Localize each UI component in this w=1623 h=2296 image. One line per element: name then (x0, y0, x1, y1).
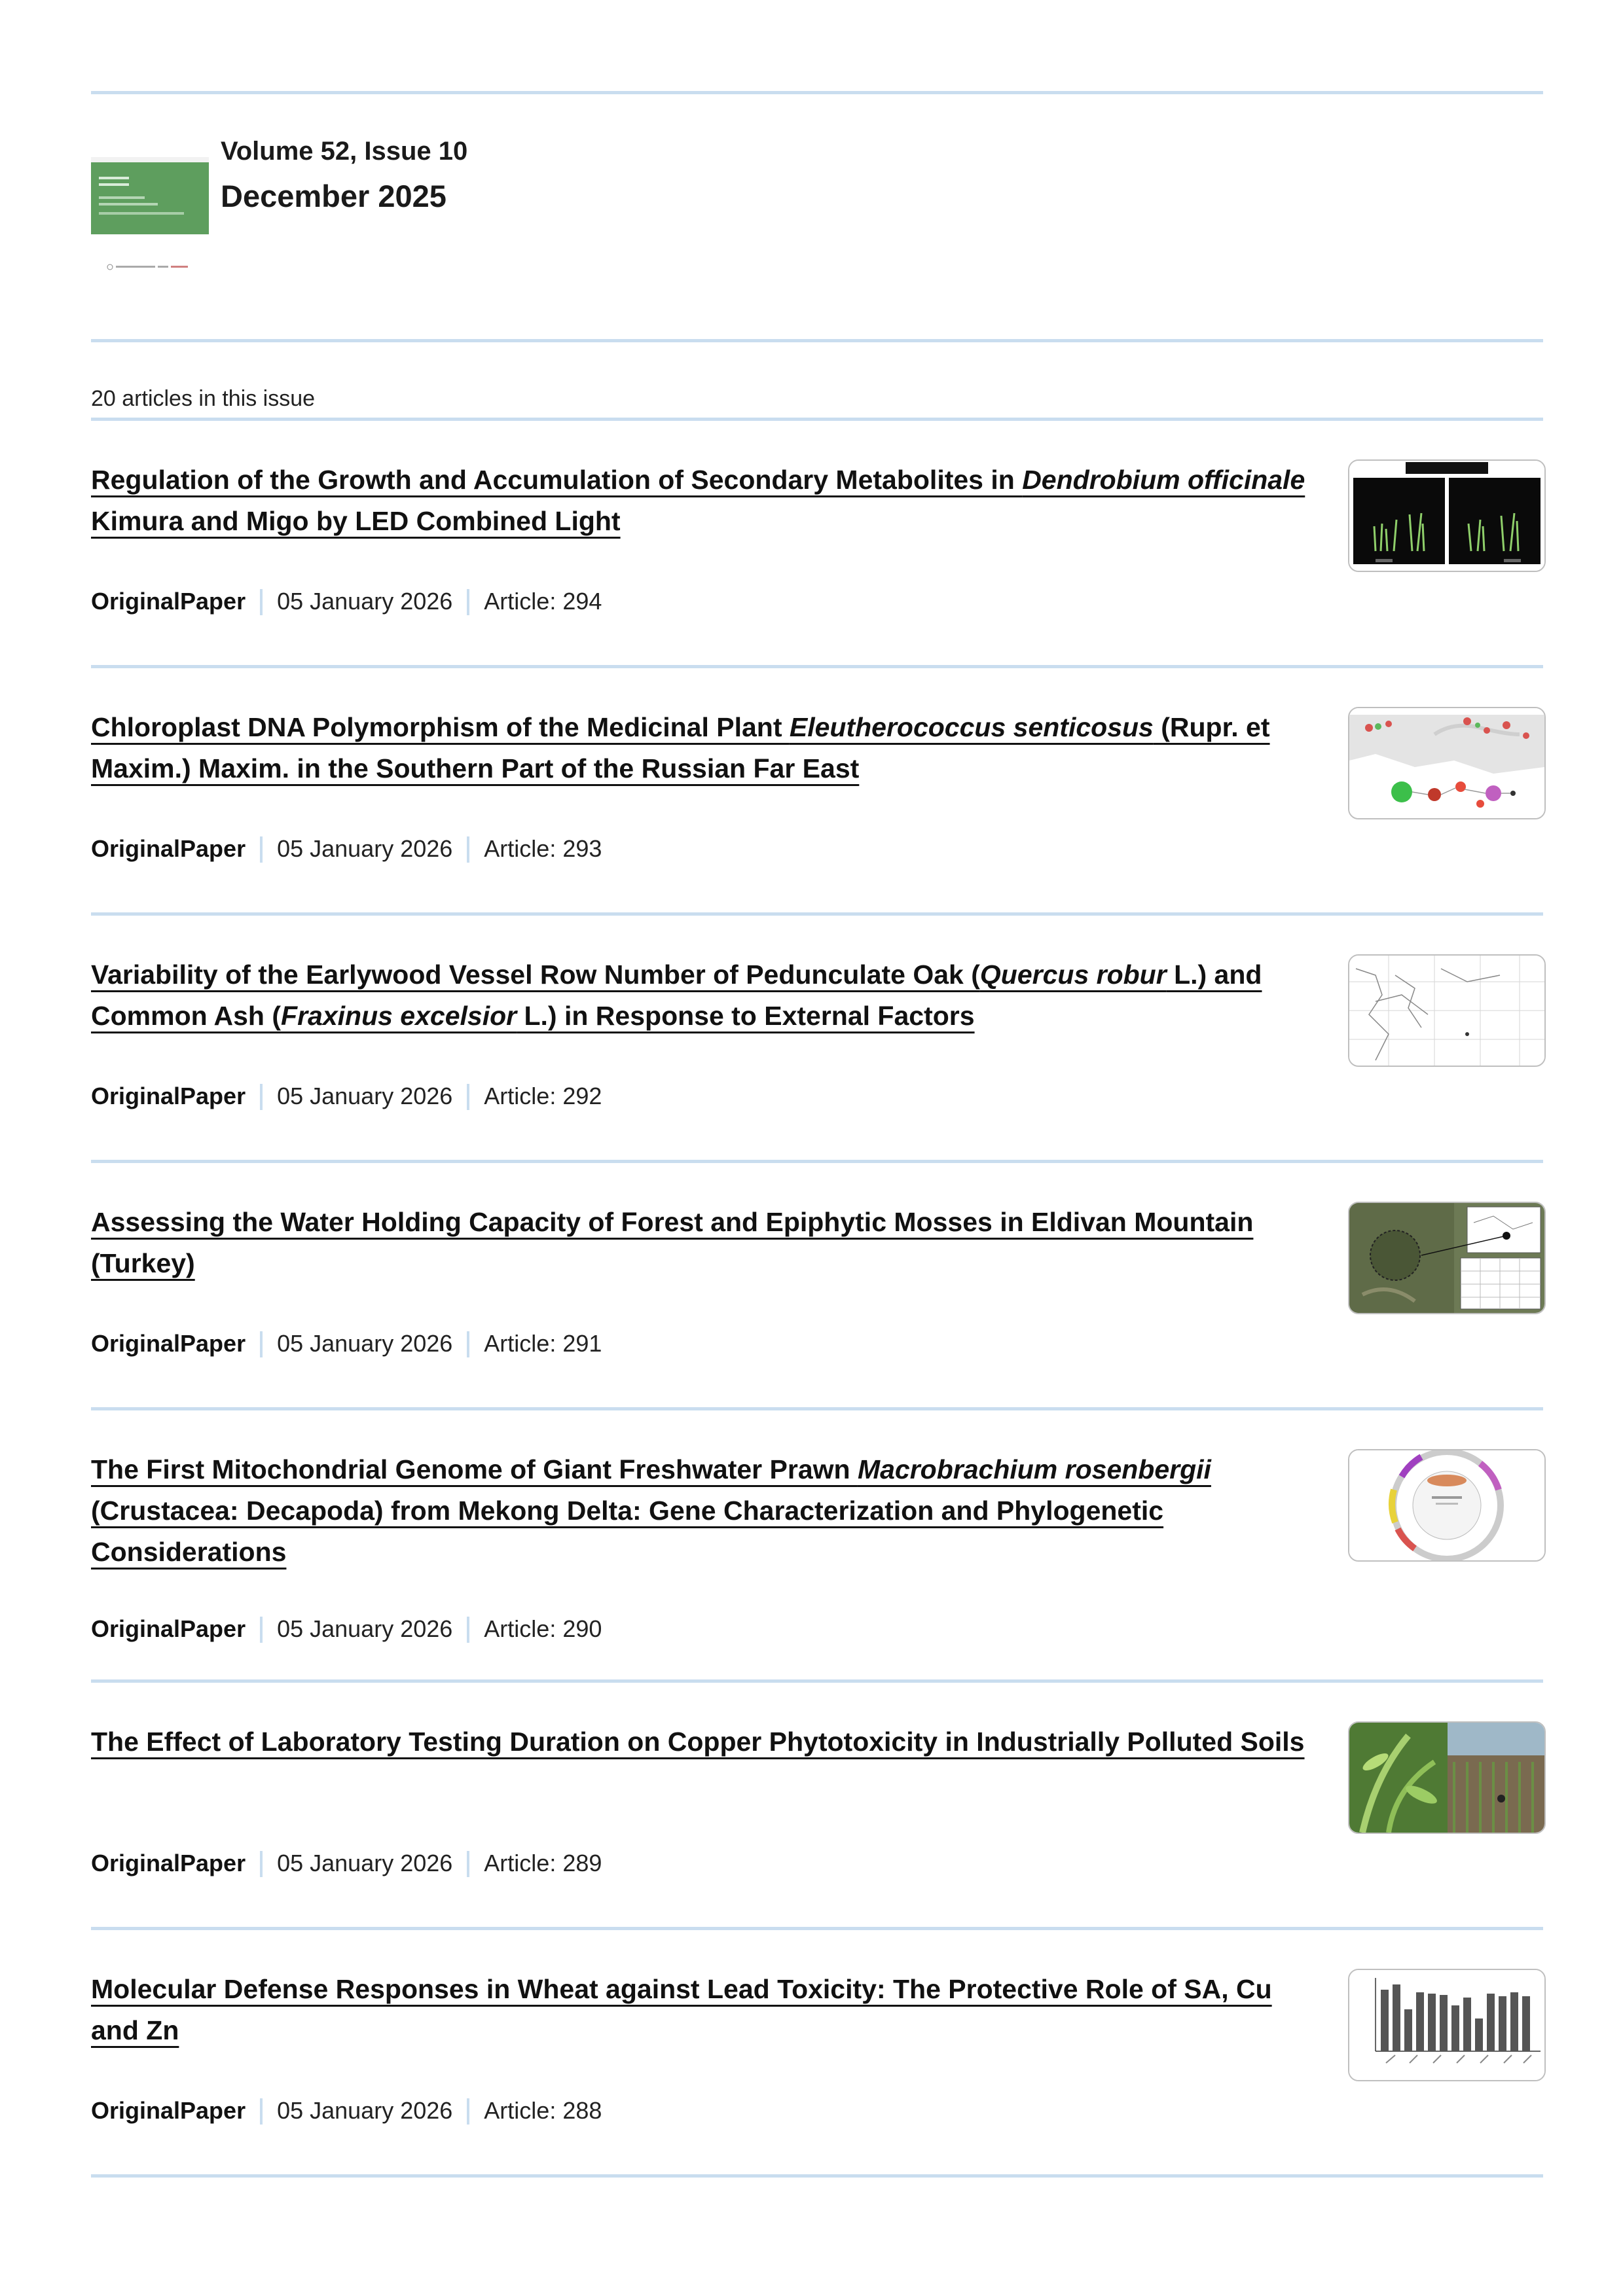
top-divider (91, 91, 1543, 94)
meta-separator (467, 1331, 469, 1357)
cover-decor-line (99, 196, 145, 199)
article-title-part: Variability of the Earlywood Vessel Row Number of Pedunculate Oak ( (91, 960, 980, 990)
article-title (91, 459, 1309, 542)
article-meta (91, 1614, 602, 1644)
article-number: Article: 291 (484, 1330, 602, 1357)
outline-map-icon (1349, 956, 1544, 1066)
meta-separator (260, 2098, 263, 2125)
article-divider (91, 1407, 1543, 1410)
article-count: 20 articles in this issue (91, 386, 316, 411)
article-title-italic-part: Macrobrachium rosenbergii (857, 1454, 1211, 1484)
article-divider (91, 2174, 1543, 2178)
issue-date: December 2025 (221, 179, 447, 213)
meta-separator (467, 1851, 469, 1877)
article-title-italic-part: Eleutherococcus senticosus (789, 712, 1154, 742)
journal-cover-image[interactable] (91, 157, 209, 288)
article-thumbnail[interactable] (1348, 1969, 1546, 2081)
meta-separator (260, 836, 263, 863)
published-date: 05 January 2026 (277, 1083, 453, 1109)
article-meta (91, 1081, 602, 1111)
meta-separator (260, 1084, 263, 1110)
meta-separator (260, 1851, 263, 1877)
published-date: 05 January 2026 (277, 2097, 453, 2124)
cover-decor-line (99, 203, 158, 206)
article-title (91, 1449, 1309, 1573)
header-divider (91, 339, 1543, 342)
article-meta (91, 834, 602, 864)
meta-separator (467, 589, 469, 615)
article-thumbnail[interactable] (1348, 459, 1546, 572)
article-number: Article: 290 (484, 1615, 602, 1642)
meta-separator (260, 589, 263, 615)
list-top-divider (91, 418, 1543, 421)
article-title-link[interactable] (91, 1207, 1253, 1278)
publisher-logo-icon (107, 263, 192, 271)
article-title (91, 954, 1309, 1037)
article-meta (91, 1848, 602, 1878)
article-title (91, 707, 1309, 789)
content-type: OriginalPaper (91, 588, 246, 615)
article-meta (91, 2096, 602, 2126)
cover-decor-line (99, 177, 129, 179)
content-type: OriginalPaper (91, 1083, 246, 1109)
published-date: 05 January 2026 (277, 835, 453, 862)
article-title-part: (Rupr. et Maxim.) Maxim. in the Southern Part of the Russian Far East (91, 712, 1270, 783)
article-number: Article: 289 (484, 1850, 602, 1876)
published-date: 05 January 2026 (277, 1615, 453, 1642)
issue-volume: Volume 52, Issue 10 (221, 137, 468, 166)
article-title-link[interactable] (91, 1974, 1272, 2045)
article-title (91, 1721, 1309, 1763)
published-date: 05 January 2026 (277, 1330, 453, 1357)
article-title-italic-part: Dendrobium officinale (1022, 465, 1305, 495)
article-divider (91, 1679, 1543, 1683)
circular-genome-map-icon (1349, 1450, 1544, 1560)
article-number: Article: 292 (484, 1083, 602, 1109)
published-date: 05 January 2026 (277, 1850, 453, 1876)
article-number: Article: 288 (484, 2097, 602, 2124)
article-title-part: Kimura and Migo by LED Combined Light (91, 506, 621, 536)
article-divider (91, 1160, 1543, 1163)
bar-chart-icon (1349, 1970, 1544, 2080)
article-title-part: Assessing the Water Holding Capacity of Forest and Epiphytic Mosses in Eldivan Mountain (Turkey) (91, 1207, 1254, 1278)
article-title-part: (Crustacea: Decapoda) from Mekong Delta: Gene Characterization and Phylogenetic Considerations (91, 1496, 1164, 1567)
article-title-link[interactable] (91, 712, 1270, 783)
article-title-part: The First Mitochondrial Genome of Giant Freshwater Prawn (91, 1454, 858, 1484)
article-thumbnail[interactable] (1348, 707, 1546, 819)
article-title-link[interactable] (91, 465, 1305, 536)
article-title-part: Chloroplast DNA Polymorphism of the Medicinal Plant (91, 712, 790, 742)
cover-green-panel (91, 162, 209, 234)
article-title-italic-part: Quercus robur (979, 960, 1167, 990)
published-date: 05 January 2026 (277, 588, 453, 615)
article-title-link[interactable] (91, 1727, 1305, 1757)
satellite-map-icon (1349, 1203, 1544, 1313)
article-title-part: L.) and Common Ash ( (91, 960, 1262, 1031)
cover-decor-line (99, 212, 184, 215)
content-type: OriginalPaper (91, 835, 246, 862)
content-type: OriginalPaper (91, 1850, 246, 1876)
article-meta (91, 1329, 602, 1359)
article-title-link[interactable] (91, 1454, 1211, 1567)
plant-field-photo-icon (1349, 1723, 1544, 1833)
meta-separator (467, 1084, 469, 1110)
content-type: OriginalPaper (91, 2097, 246, 2124)
meta-separator (467, 2098, 469, 2125)
article-title-link[interactable] (91, 960, 1262, 1031)
cover-decor-line (99, 183, 129, 186)
article-thumbnail[interactable] (1348, 1202, 1546, 1314)
map-and-haplotype-network-icon (1349, 708, 1544, 818)
article-title-part: L.) in Response to External Factors (517, 1001, 975, 1031)
article-thumbnail[interactable] (1348, 954, 1546, 1067)
article-number: Article: 293 (484, 835, 602, 862)
article-title (91, 1969, 1309, 2051)
article-number: Article: 294 (484, 588, 602, 615)
plants-in-light-chambers-icon (1349, 461, 1544, 571)
meta-separator (260, 1331, 263, 1357)
article-title (91, 1202, 1309, 1284)
meta-separator (260, 1617, 263, 1643)
article-title-part: Molecular Defense Responses in Wheat against Lead Toxicity: The Protective Role of SA, Cu and Zn (91, 1974, 1272, 2045)
meta-separator (467, 1617, 469, 1643)
article-thumbnail[interactable] (1348, 1721, 1546, 1834)
meta-separator (467, 836, 469, 863)
article-divider (91, 912, 1543, 916)
content-type: OriginalPaper (91, 1615, 246, 1642)
cover-top-strip (91, 157, 209, 162)
article-title-part: The Effect of Laboratory Testing Duration on Copper Phytotoxicity in Industrially Polluted Soils (91, 1727, 1305, 1757)
article-divider (91, 1927, 1543, 1930)
article-title-italic-part: Fraxinus excelsior (281, 1001, 517, 1031)
article-thumbnail[interactable] (1348, 1449, 1546, 1562)
article-divider (91, 665, 1543, 668)
article-title-part: Regulation of the Growth and Accumulation of Secondary Metabolites in (91, 465, 1023, 495)
article-meta (91, 586, 602, 617)
content-type: OriginalPaper (91, 1330, 246, 1357)
